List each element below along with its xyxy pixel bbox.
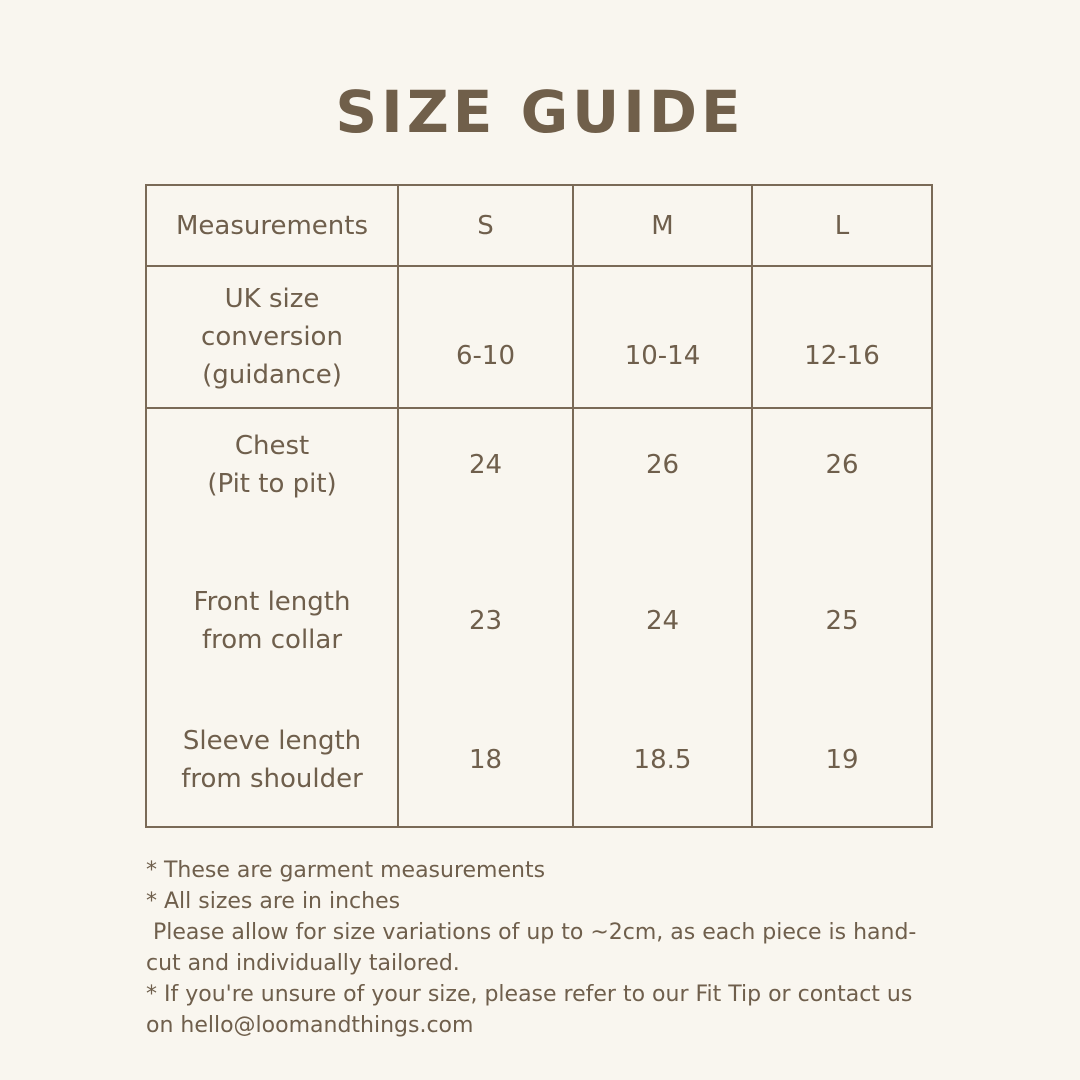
row-label-chest: Chest (Pit to pit) xyxy=(146,408,398,548)
cell-uk-s: 6-10 xyxy=(398,266,573,408)
cell-chest-m: 26 xyxy=(573,408,752,548)
note-variations-cont: cut and individually tailored. xyxy=(146,951,460,976)
cell-chest-l: 26 xyxy=(752,408,932,548)
note-garment-measurements: * These are garment measurements xyxy=(146,858,546,883)
header-size-m: M xyxy=(573,185,752,266)
note-inches: * All sizes are in inches xyxy=(146,889,401,914)
table-row-sleeve-length xyxy=(146,693,932,827)
row-label-sleeve-length: Sleeve length from shoulder xyxy=(146,693,398,827)
cell-sleeve-s: 18 xyxy=(398,693,573,827)
row-label-front-length: Front length from collar xyxy=(146,548,398,693)
note-fit-tip: * If you're unsure of your size, please refer to our Fit Tip or contact us xyxy=(146,982,913,1007)
row-label-uk-size: UK size conversion (guidance) xyxy=(146,266,398,408)
cell-front-l: 25 xyxy=(752,548,932,693)
notes xyxy=(146,855,946,1041)
note-variations: Please allow for size variations of up to ~2cm, as each piece is hand- xyxy=(146,920,917,945)
table-row-uk-size xyxy=(146,266,932,408)
header-size-s: S xyxy=(398,185,573,266)
cell-uk-m: 10-14 xyxy=(573,266,752,408)
note-contact-email: on hello@loomandthings.com xyxy=(146,1013,474,1038)
cell-sleeve-l: 19 xyxy=(752,693,932,827)
page-title: SIZE GUIDE xyxy=(335,78,745,146)
table-row-chest xyxy=(146,408,932,548)
cell-uk-l: 12-16 xyxy=(752,266,932,408)
table-row-front-length xyxy=(146,548,932,693)
size-table xyxy=(145,184,933,828)
header-size-l: L xyxy=(752,185,932,266)
cell-chest-s: 24 xyxy=(398,408,573,548)
cell-front-s: 23 xyxy=(398,548,573,693)
cell-front-m: 24 xyxy=(573,548,752,693)
cell-sleeve-m: 18.5 xyxy=(573,693,752,827)
header-measurements: Measurements xyxy=(146,185,398,266)
table-header-row xyxy=(146,185,932,266)
